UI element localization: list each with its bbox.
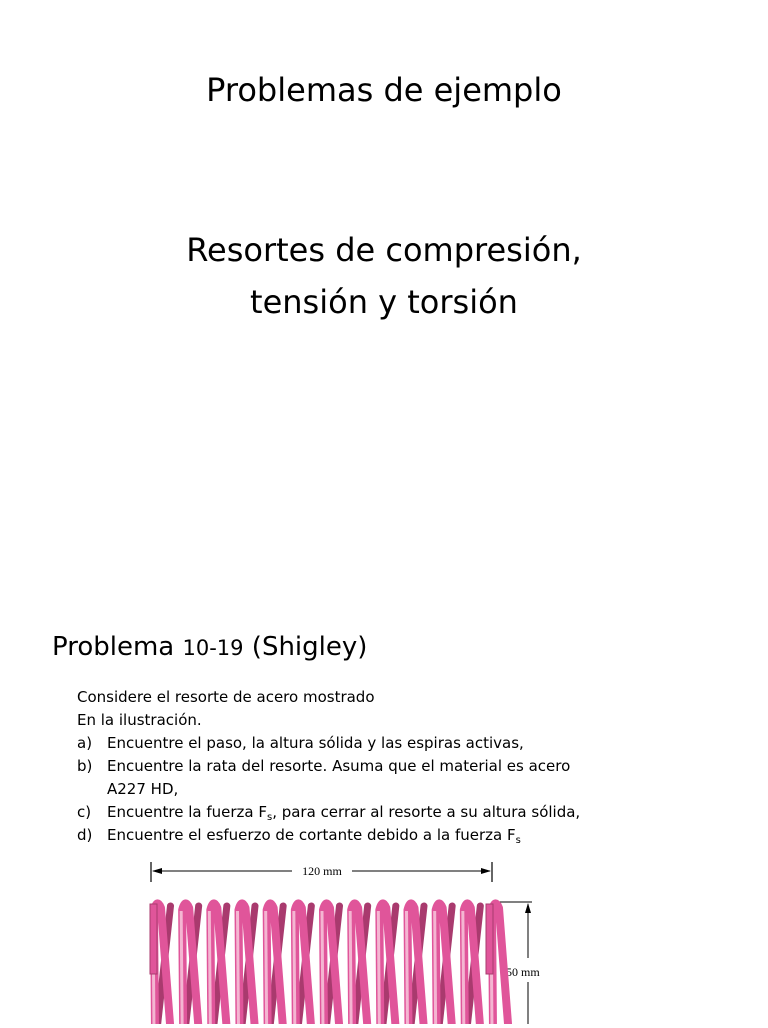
item-text-continuation: A227 HD, <box>107 780 179 798</box>
problem-title <box>52 629 367 666</box>
subscript: s <box>266 812 273 823</box>
coil-highlight <box>209 911 210 1024</box>
spring-end-left <box>150 904 157 974</box>
intro-line-2: En la ilustración. <box>77 711 202 729</box>
item-text-after: , para cerrar al resorte a su altura sólida, <box>272 803 581 821</box>
coil-highlight <box>350 911 351 1024</box>
spring-drawing <box>140 860 560 1024</box>
problem-number: 10-19 <box>182 636 244 660</box>
list-item-b-continuation <box>77 778 697 801</box>
item-text-before: Encuentre la fuerza F <box>107 803 267 821</box>
coil-highlight <box>463 911 464 1024</box>
problem-statement <box>77 686 697 847</box>
item-marker: c) <box>77 803 92 821</box>
arrow-right-icon <box>481 868 491 874</box>
coil-front-strand <box>492 903 508 1024</box>
coil-highlight <box>238 911 239 1024</box>
list-item-d <box>77 824 697 847</box>
height-label: 50 mm <box>506 965 540 979</box>
problem-source: (Shigley) <box>243 632 368 662</box>
subscript: s <box>515 835 521 846</box>
list-item-a <box>77 732 697 755</box>
item-marker: a) <box>77 734 93 752</box>
list-item-b <box>77 755 697 778</box>
item-marker: d) <box>77 826 93 844</box>
item-text: Encuentre la rata del resorte. Asuma que el material es acero <box>107 757 571 775</box>
coil-highlight <box>181 911 182 1024</box>
list-item-c <box>77 801 697 824</box>
subtitle-line-2: tensión y torsión <box>250 283 518 321</box>
intro-line-1: Considere el resorte de acero mostrado <box>77 688 375 706</box>
coil-highlight <box>294 911 295 1024</box>
problem-prefix: Problema <box>52 632 183 662</box>
length-label: 120 mm <box>302 864 342 878</box>
presentation-subtitle <box>0 224 768 328</box>
item-marker: b) <box>77 757 93 775</box>
item-text-before: Encuentre el esfuerzo de cortante debido a la fuerza F <box>107 826 516 844</box>
coil-highlight <box>407 911 408 1024</box>
presentation-title: Problemas de ejemplo <box>206 71 562 109</box>
coil-highlight <box>435 911 436 1024</box>
item-text: Encuentre el paso, la altura sólida y las espiras activas, <box>107 734 524 752</box>
arrow-left-icon <box>152 868 162 874</box>
coil-highlight <box>378 911 379 1024</box>
spring-end-right <box>486 904 493 974</box>
coil-highlight <box>266 911 267 1024</box>
coil-highlight <box>322 911 323 1024</box>
slide-problem <box>0 600 768 1024</box>
subtitle-line-1: Resortes de compresión, <box>186 231 582 269</box>
arrow-up-icon <box>525 903 531 913</box>
spring-figure <box>140 860 560 1024</box>
spring-coils <box>150 903 508 1024</box>
